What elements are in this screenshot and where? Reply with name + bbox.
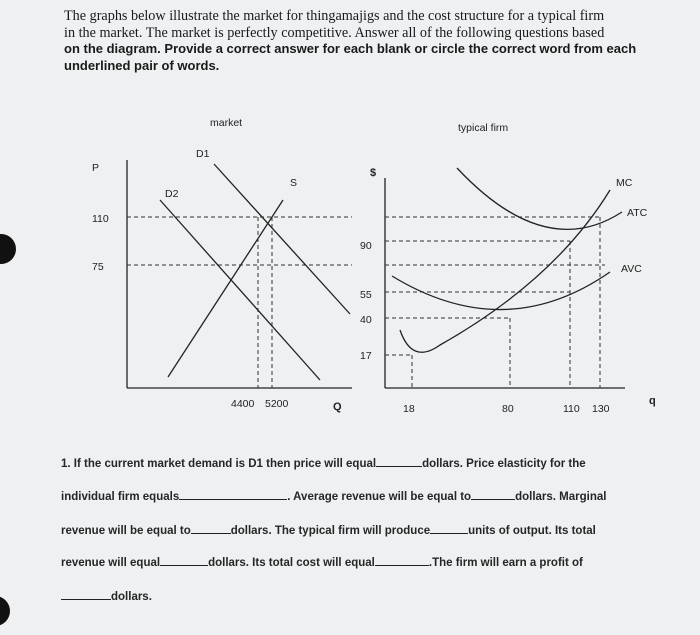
curve-label-atc: ATC (627, 207, 648, 219)
market-x-tick-4400: 4400 (231, 398, 255, 410)
market-y-axis-label: P (92, 162, 100, 174)
firm-title: typical firm (458, 122, 509, 134)
curve-label-d2: D2 (165, 188, 179, 200)
question-line-4 (61, 557, 583, 569)
question-line-1 (61, 458, 586, 470)
q-text-5: dollars. Marginal (515, 491, 607, 503)
blank-output[interactable] (430, 533, 468, 534)
instructions-line-4: underlined pair of words. (64, 57, 220, 73)
blank-total-revenue[interactable] (160, 565, 208, 566)
q-text-10: dollars. Its total cost will equal (208, 557, 375, 569)
q-text-4: . Average revenue will be equal to (287, 491, 472, 503)
market-y-tick-75: 75 (92, 261, 104, 273)
supply-curve (168, 200, 283, 377)
curve-label-avc: AVC (621, 263, 642, 275)
firm-y-tick-90: 90 (360, 240, 372, 252)
q-text-11: .The firm will earn a profit of (428, 557, 583, 569)
firm-y-tick-40: 40 (360, 314, 372, 326)
blank-total-cost[interactable] (375, 565, 429, 566)
blank-price[interactable] (376, 466, 422, 467)
market-x-tick-5200: 5200 (265, 398, 289, 410)
question-line-2 (61, 491, 606, 503)
market-title: market (210, 117, 243, 129)
market-x-axis-label: Q (333, 401, 342, 413)
curve-label-d1: D1 (196, 148, 210, 160)
demand-curve-d1 (214, 164, 350, 314)
instructions-line-3: on the diagram. Provide a correct answer for each blank or circle the correct word from each (64, 41, 637, 56)
atc-curve (457, 168, 622, 229)
blank-profit[interactable] (61, 599, 111, 600)
question-line-5 (61, 591, 152, 603)
firm-x-tick-18: 18 (403, 403, 415, 415)
q-text-9: revenue will equal (61, 557, 161, 569)
firm-y-tick-55: 55 (360, 289, 372, 301)
instructions-line-1: The graphs below illustrate the market for thingamajigs and the cost structure for a typical firm (64, 8, 605, 24)
avc-curve (392, 272, 610, 310)
blank-marginal-revenue[interactable] (191, 533, 231, 534)
blank-elasticity[interactable] (179, 499, 287, 500)
instructions-line-2: in the market. The market is perfectly competitive. Answer all of the following questions based (64, 24, 605, 41)
firm-y-tick-17: 17 (360, 350, 372, 362)
blank-average-revenue[interactable] (471, 499, 515, 500)
q-text-1: 1. If the current market demand is D1 then price will equal (61, 458, 377, 470)
question-line-3 (61, 525, 596, 537)
q-text-12: dollars. (111, 591, 152, 603)
curve-label-s: S (290, 177, 298, 189)
q-text-2: dollars. Price elasticity for the (422, 458, 586, 470)
q-text-8: units of output. Its total (468, 525, 596, 537)
market-y-tick-110: 110 (92, 213, 109, 225)
mc-curve (400, 190, 610, 352)
firm-x-tick-110: 110 (563, 403, 580, 415)
q-text-7: dollars. The typical firm will produce (230, 525, 431, 537)
firm-y-axis-label: $ (370, 167, 377, 179)
q-text-3: individual firm equals (61, 491, 180, 503)
curve-label-mc: MC (616, 177, 633, 189)
firm-x-axis-label: q (649, 395, 656, 407)
firm-x-tick-130: 130 (592, 403, 610, 415)
q-text-6: revenue will be equal to (61, 525, 191, 537)
firm-x-tick-80: 80 (502, 403, 514, 415)
